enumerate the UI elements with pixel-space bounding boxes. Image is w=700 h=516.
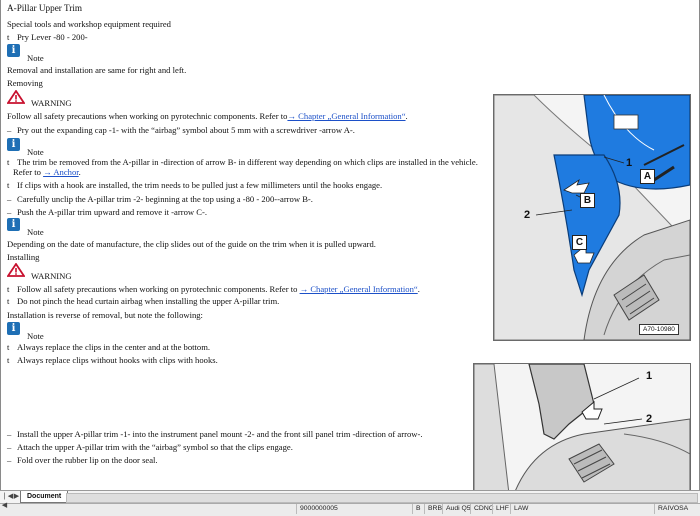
note-label: Note (27, 227, 44, 237)
warning-label: WARNING (31, 271, 72, 281)
warning-label: WARNING (31, 98, 72, 108)
step-item (7, 193, 313, 205)
bullet: – (7, 429, 12, 439)
install-reverse-text: Installation is reverse of removal, but note the following: (7, 310, 203, 320)
step-text: Attach the upper A-pillar trim with the “airbag” symbol so that the clips engage. (17, 442, 293, 452)
anchor-link[interactable]: → Anchor (43, 167, 79, 177)
installation-illustration (474, 364, 690, 491)
warning-text (7, 295, 279, 307)
callout-2: 2 (646, 413, 653, 425)
note-line: If clips with a hook are installed, the trim needs to be pulled just a few millimeters until the hooks engage. (17, 180, 383, 190)
callout-2: 2 (524, 209, 531, 221)
note-label: Note (27, 53, 44, 63)
note-label: Note (27, 147, 44, 157)
warning-icon (7, 90, 25, 104)
info-icon: i (7, 138, 20, 151)
note-text: Depending on the date of manufacture, the clip slides out of the guide on the trim when it is pulled upward. (7, 239, 376, 249)
tab-document[interactable]: Document (20, 491, 68, 503)
bullet: t (7, 342, 10, 352)
prev-tab-icon[interactable]: ◀ (7, 493, 14, 500)
warning-text-body: Follow all safety precautions when working on pyrotechnic components. Refer to (17, 284, 298, 294)
figure-a-pillar-installation (473, 363, 691, 491)
chapter-general-information-link[interactable]: → Chapter „General Information“ (287, 111, 406, 121)
status-bar (0, 490, 700, 516)
bullet: t (7, 180, 10, 190)
status-field: BRB (424, 504, 445, 514)
info-icon: i (7, 322, 20, 335)
step-item (7, 441, 293, 453)
step-item (7, 124, 355, 136)
note-label: Note (27, 331, 44, 341)
warning-text-end: . (405, 111, 408, 121)
page-title: A-Pillar Upper Trim (7, 3, 83, 13)
user-label: RAIVOSA (654, 504, 691, 514)
step-text: Pry out the expanding cap -1- with the “airbag” symbol about 5 mm with a screwdriver -arrow A-. (17, 125, 355, 135)
next-tab-icon[interactable]: ▶ (13, 493, 20, 500)
figure-a-pillar-removal (493, 94, 691, 341)
note-line: Always replace clips without hooks with clips with hooks. (17, 355, 218, 365)
note-text: Removal and installation are same for right and left. (7, 65, 187, 75)
note-text (13, 166, 81, 178)
step-text: Install the upper A-pillar trim -1- into the instrument panel mount -2- and the front sill panel trim -direction of arrow-. (17, 429, 423, 439)
status-field: CDNC (470, 504, 497, 514)
note-item (7, 354, 218, 366)
bullet: – (7, 125, 12, 135)
note-line-end: . (78, 167, 81, 177)
step-text: Carefully unclip the A-pillar trim -2- beginning at the top using a -80 - 200--arrow B-. (17, 194, 313, 204)
note-item (7, 341, 210, 353)
callout-b: B (580, 193, 595, 208)
warning-text-body: Follow all safety precautions when working on pyrotechnic components. Refer to (7, 111, 288, 121)
bullet: t (7, 284, 10, 294)
note-line: Refer to (13, 167, 41, 177)
callout-1: 1 (626, 157, 633, 169)
bullet: – (7, 455, 12, 465)
bullet: – (7, 194, 12, 204)
status-field: LAW (510, 504, 531, 514)
warning-text-body: Do not pinch the head curtain airbag when installing the upper A-pillar trim. (17, 296, 280, 306)
status-field: LHF (492, 504, 512, 514)
bullet: – (7, 442, 12, 452)
step-item (7, 428, 422, 440)
callout-a: A (640, 169, 655, 184)
tool-text: Pry Lever -80 - 200- (17, 32, 88, 42)
bullet: t (7, 157, 10, 167)
step-text: Push the A-pillar trim upward and remove it -arrow C-. (17, 207, 207, 217)
section-heading-removing: Removing (7, 78, 43, 88)
callout-c: C (572, 235, 587, 250)
chapter-general-information-link[interactable]: → Chapter „General Information“ (299, 284, 418, 294)
doc-number: 9000000005 (296, 504, 341, 514)
tools-heading: Special tools and workshop equipment required (7, 19, 171, 29)
figure-id: A70-10980 (639, 324, 679, 335)
step-item (7, 454, 158, 466)
bullet: t (7, 355, 10, 365)
note-line: The trim be removed from the A-pillar in -direction of arrow B- in different way depending on which clips are installed in the vehicle. (17, 157, 478, 167)
step-item (7, 206, 207, 218)
bullet: t (7, 296, 10, 306)
warning-text-end: . (417, 284, 420, 294)
horizontal-scrollbar[interactable] (66, 493, 698, 503)
note-line: Always replace the clips in the center and at the bottom. (17, 342, 211, 352)
note-text (7, 179, 382, 191)
info-icon: i (7, 218, 20, 231)
section-heading-installing: Installing (7, 252, 40, 262)
warning-icon (7, 263, 25, 277)
tool-item (7, 31, 88, 43)
warning-text (7, 110, 408, 122)
bullet: – (7, 207, 12, 217)
status-field: B (412, 504, 424, 514)
first-tab-icon[interactable]: |◀ (1, 493, 8, 509)
bullet: t (7, 32, 10, 42)
status-field: Audi Q5 (442, 504, 474, 514)
step-text: Fold over the rubber lip on the door seal. (17, 455, 158, 465)
info-icon: i (7, 44, 20, 57)
callout-1: 1 (646, 370, 653, 382)
warning-text (7, 283, 420, 295)
